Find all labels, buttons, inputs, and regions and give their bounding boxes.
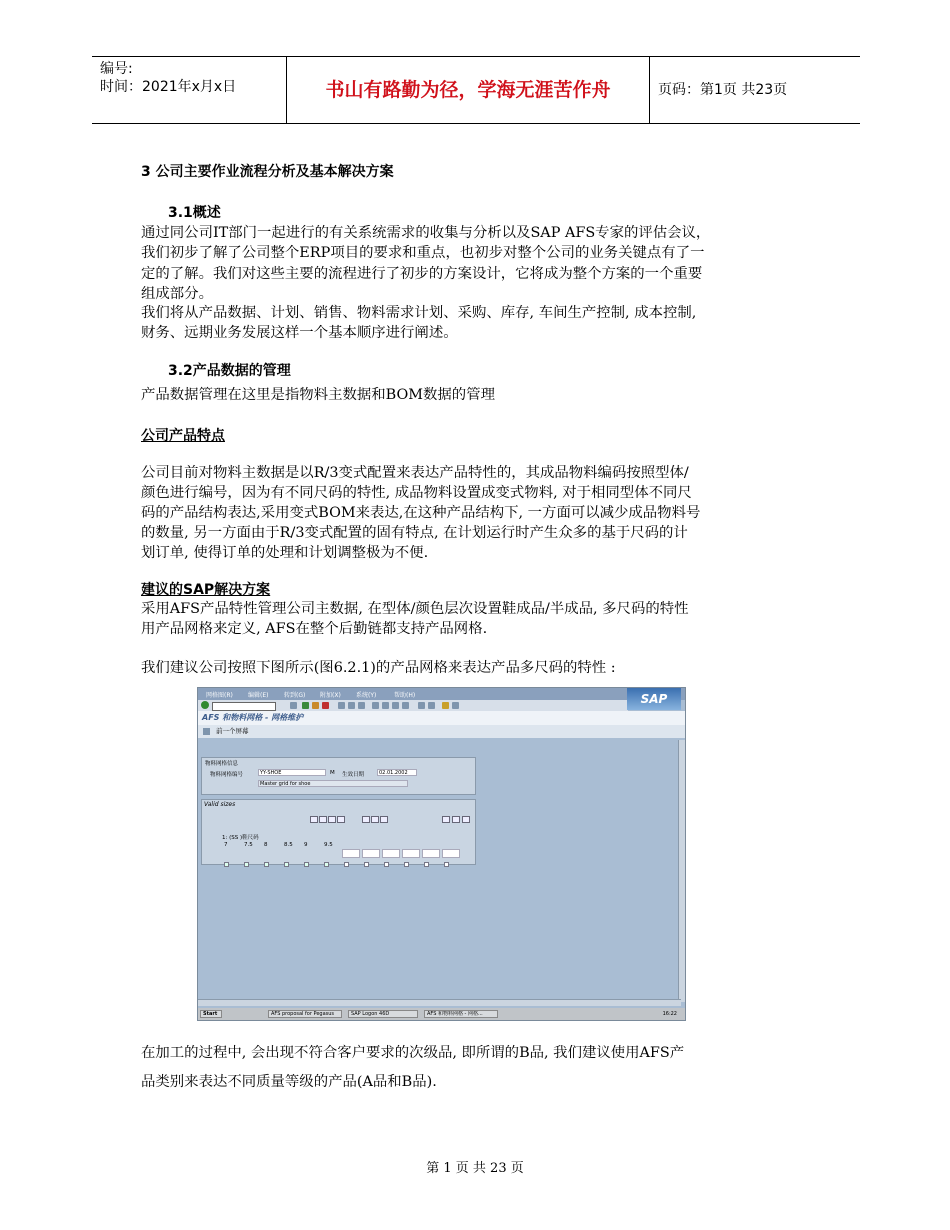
size-value: 8.5 (284, 842, 293, 848)
size-cell[interactable] (342, 849, 360, 858)
menu-item[interactable]: 系统(Y) (356, 692, 377, 699)
help-icon[interactable] (442, 702, 449, 709)
paragraph-line: 码的产品结构表达,采用变式BOM来表达,在这种产品结构下, 一方面可以减少成品物料号 (141, 505, 701, 521)
back-screen-icon[interactable] (203, 728, 210, 735)
grid-tool-icon[interactable] (328, 816, 336, 823)
shortcut-icon[interactable] (428, 702, 435, 709)
paragraph-line: 通过同公司IT部门一起进行的有关系统需求的收集与分析以及SAP AFS专家的评估会议， (141, 225, 711, 241)
sap-application-toolbar (198, 725, 685, 738)
last-page-icon[interactable] (462, 816, 470, 823)
menu-item[interactable]: 转到(G) (284, 692, 306, 699)
subheading-features: 公司产品特点 (141, 428, 225, 444)
paragraph-line: 用产品网格来定义, AFS在整个后勤链都支持产品网格. (141, 621, 488, 637)
size-checkbox[interactable] (284, 862, 289, 867)
page-header (92, 56, 860, 124)
valid-sizes-group (201, 799, 476, 865)
size-checkbox[interactable] (404, 862, 409, 867)
grid-tool-icon[interactable] (337, 816, 345, 823)
paragraph-line: 颜色进行编号，因为有不同尺码的特性, 成品物料设置成变式物料, 对于相同型体不同尺 (141, 485, 692, 501)
paragraph-line: 划订单, 使得订单的处理和计划调整极为不便. (141, 545, 429, 561)
layout-icon[interactable] (452, 702, 459, 709)
paragraph-line: 我们将从产品数据、计划、销售、物料需求计划、采购、库存, 车间生产控制, 成本控制, (141, 305, 697, 321)
valid-date-label: 生效日期 (342, 772, 365, 778)
grid-type: M (330, 770, 335, 776)
size-value: 9.5 (324, 842, 333, 848)
size-checkbox[interactable] (424, 862, 429, 867)
paragraph-line: 的数量, 另一方面由于R/3变式配置的固有特点, 在计划运行时产生众多的基于尺码的计 (141, 525, 688, 541)
size-value: 8 (264, 842, 268, 848)
size-cell[interactable] (382, 849, 400, 858)
sap-screenshot (197, 687, 686, 1021)
size-checkbox[interactable] (364, 862, 369, 867)
menu-item[interactable]: 帮助(H) (394, 692, 416, 699)
paragraph-line: 组成部分。 (141, 286, 213, 302)
prev-page-icon[interactable] (382, 702, 389, 709)
paragraph-line: 财务、远期业务发展这样一个基本顺序进行阐述。 (141, 325, 458, 341)
menu-item[interactable]: 网格图(R) (206, 692, 233, 699)
grid-number-label: 物料网格编号 (210, 772, 244, 778)
exit-icon[interactable] (312, 702, 319, 709)
paragraph-line: 我们初步了解了公司整个ERP项目的要求和重点，也初步对整个公司的业务关键点有了一 (141, 245, 705, 261)
section-title: 3 公司主要作业流程分析及基本解决方案 (141, 164, 394, 180)
print-icon[interactable] (338, 702, 345, 709)
sap-toolbar (198, 700, 628, 711)
date-label: 时间：2021年x月x日 (100, 79, 237, 95)
vertical-scrollbar[interactable] (678, 740, 685, 1002)
size-checkbox[interactable] (244, 862, 249, 867)
paragraph-line: 定的了解。我们对这些主要的流程进行了初步的方案设计，它将成为整个方案的一个重要 (141, 266, 703, 282)
first-page-icon[interactable] (372, 702, 379, 709)
grid-number-field[interactable]: YY-SHOE (258, 769, 326, 776)
subsection-title: 3.1概述 (168, 205, 221, 221)
grid-tool-icon[interactable] (371, 816, 379, 823)
grid-tool-icon[interactable] (380, 816, 388, 823)
paragraph-line: 品类别来表达不同质量等级的产品(A品和B品). (141, 1074, 437, 1090)
paragraph-line: 在加工的过程中, 会出现不符合客户要求的次级品, 即所谓的B品, 我们建议使用AFS产 (141, 1045, 685, 1061)
size-checkbox[interactable] (344, 862, 349, 867)
taskbar-item[interactable]: AFS proposal for Pegasus (268, 1010, 342, 1018)
size-cell[interactable] (402, 849, 420, 858)
size-checkbox[interactable] (324, 862, 329, 867)
size-checkbox[interactable] (264, 862, 269, 867)
sap-screen-title: AFS 和物料网格 - 网格维护 (198, 711, 685, 725)
start-button[interactable]: Start (200, 1010, 222, 1018)
header-divider (649, 57, 650, 123)
sap-menu-bar (198, 688, 685, 700)
paragraph-line: 采用AFS产品特性管理公司主数据, 在型体/颜色层次设置鞋成品/半成品, 多尺码的特性 (141, 601, 689, 617)
grid-tool-icon[interactable] (362, 816, 370, 823)
paragraph-line: 公司目前对物料主数据是以R/3变式配置来表达产品特性的，其成品物料编码按照型体/ (141, 465, 689, 481)
code-label: 编号: (100, 61, 133, 77)
size-value: 9 (304, 842, 308, 848)
find-icon[interactable] (348, 702, 355, 709)
windows-taskbar (198, 1008, 685, 1020)
size-checkbox[interactable] (304, 862, 309, 867)
grid-info-group (201, 757, 476, 795)
taskbar-item[interactable]: AFS 和物料网格 - 网格... (424, 1010, 498, 1018)
menu-item[interactable]: 附加(X) (320, 692, 341, 699)
subheading-solution: 建议的SAP解决方案 (141, 582, 271, 598)
header-motto: 书山有路勤为径，学海无涯苦作舟 (325, 79, 611, 101)
size-cell[interactable] (442, 849, 460, 858)
paragraph-line: 我们建议公司按照下图所示(图6.2.1)的产品网格来表达产品多尺码的特性 : (141, 660, 616, 676)
sap-logo: SAP (627, 688, 681, 710)
header-page-number: 页码：第1页 共23页 (658, 82, 788, 98)
group-title: Valid sizes (204, 801, 236, 808)
next-icon[interactable] (442, 816, 450, 823)
cancel-icon[interactable] (322, 702, 329, 709)
next-page-icon[interactable] (452, 816, 460, 823)
enter-icon[interactable] (201, 701, 209, 709)
valid-date-field[interactable]: 02.01.2002 (377, 769, 417, 776)
header-meta (100, 60, 285, 96)
size-cell[interactable] (362, 849, 380, 858)
find-next-icon[interactable] (358, 702, 365, 709)
size-checkbox[interactable] (224, 862, 229, 867)
grid-description: Master grid for shoe (258, 780, 408, 787)
taskbar-item[interactable]: SAP Logon 46D (348, 1010, 418, 1018)
size-value: 7.5 (244, 842, 253, 848)
size-checkbox[interactable] (444, 862, 449, 867)
back-icon[interactable] (302, 702, 309, 709)
menu-item[interactable]: 编辑(E) (248, 692, 269, 699)
last-page-icon[interactable] (402, 702, 409, 709)
size-value: 7 (224, 842, 228, 848)
horizontal-scrollbar[interactable] (198, 999, 681, 1006)
save-icon[interactable] (290, 702, 297, 709)
previous-screen-button[interactable]: 前一个屏幕 (216, 727, 249, 735)
subsection-title: 3.2产品数据的管理 (168, 363, 291, 379)
clock: 16:22 (662, 1011, 677, 1017)
size-cell[interactable] (422, 849, 440, 858)
group-title: 物料网格信息 (205, 761, 239, 767)
paragraph-line: 产品数据管理在这里是指物料主数据和BOM数据的管理 (141, 387, 495, 403)
dimension-label: 1: (SS )鞋尺码 (222, 835, 259, 841)
next-page-icon[interactable] (392, 702, 399, 709)
grid-tool-icon[interactable] (319, 816, 327, 823)
new-session-icon[interactable] (418, 702, 425, 709)
command-field[interactable] (212, 702, 276, 711)
page-footer: 第 1 页 共 23 页 (426, 1161, 524, 1176)
size-checkbox[interactable] (384, 862, 389, 867)
grid-tool-icon[interactable] (310, 816, 318, 823)
